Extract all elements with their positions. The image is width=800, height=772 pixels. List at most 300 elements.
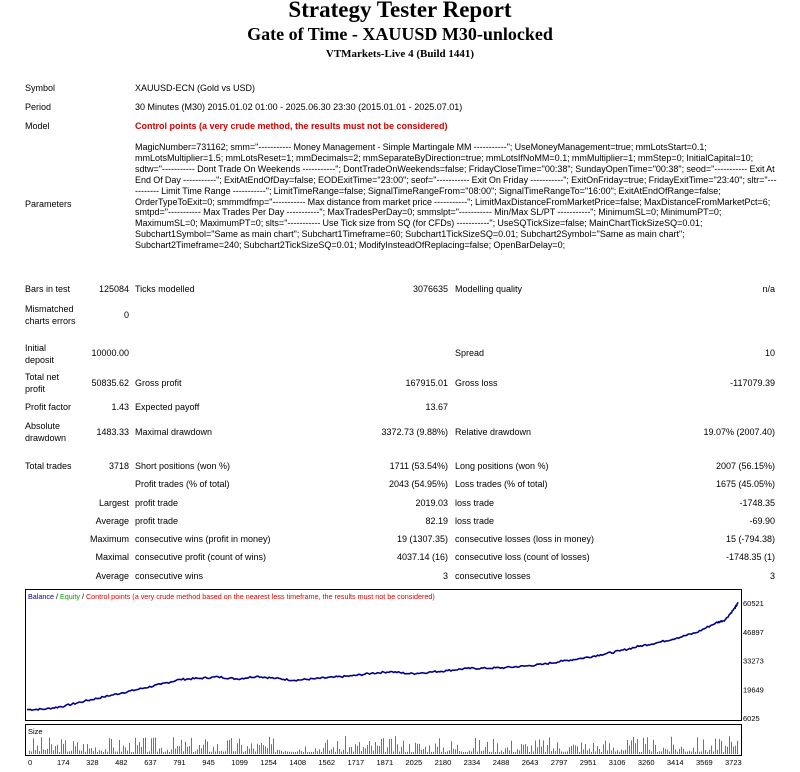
size-bar xyxy=(701,752,702,755)
largest-label: Largest xyxy=(98,498,129,508)
ticks-label: Ticks modelled xyxy=(135,284,195,294)
size-bar xyxy=(199,745,200,754)
size-bar xyxy=(495,752,496,754)
mismatch-value: 0 xyxy=(123,310,129,320)
size-bar xyxy=(109,738,110,754)
size-bar xyxy=(251,744,252,755)
maxdd-value: 3372.73 (9.88%) xyxy=(381,427,448,437)
max-cons-losses-label: consecutive losses (loss in money) xyxy=(455,534,595,544)
size-bar xyxy=(371,746,372,754)
size-bar xyxy=(147,752,148,754)
size-bar xyxy=(65,740,66,754)
size-bar xyxy=(75,746,76,754)
size-bar xyxy=(247,746,248,754)
size-bar xyxy=(669,752,670,755)
size-bar xyxy=(655,745,656,754)
size-bar xyxy=(571,746,572,754)
size-bar xyxy=(519,750,520,754)
size-bar xyxy=(719,739,720,754)
payoff-label: Expected payoff xyxy=(135,402,200,412)
grossloss-value: -117079.39 xyxy=(730,378,775,388)
size-bar xyxy=(69,751,70,754)
size-bar xyxy=(425,747,426,754)
size-bar xyxy=(491,752,492,754)
size-bar xyxy=(493,739,494,754)
max-cons-wins-value: 19 (1307.35) xyxy=(396,534,448,544)
x-tick-label: 791 xyxy=(173,758,186,767)
size-bar xyxy=(445,752,446,754)
size-bar xyxy=(733,747,734,755)
size-bar xyxy=(427,752,428,754)
size-bar xyxy=(55,746,56,754)
size-bar xyxy=(657,752,658,754)
size-bar xyxy=(105,749,106,754)
spread-value: 10 xyxy=(764,348,775,358)
size-bar xyxy=(149,751,150,754)
parameters-value: MagicNumber=731162; smm="----------- Money Management - Simple Martingale MM -----------"; UseMoneyManagement=true; mmLotsStart=0.1; mmLotsMultiplier=1.5; mmLotsReset=1; mmDecimals=2; mmSeparateByDirection=true; mmLotsIfNoMM=0.1; mmMultiplier=1; mmStep=0; InitialCapital=10; sdtw="----------- Dont Trade On Weekends -----------"; DontTradeOnWeekends=false; FridayCloseTime="00:38"; SundayOpenTime="00:38"; seod="----------- Exit At End Of Day -----------"; ExitAtEndOfDay=false; EODExitTime="23:00"; seof="----------- Exit On Friday -----------"; ExitOnFriday=true; FridayExitTime="23:40"; sltr="----------- Limit Time Range -----------"; LimitTimeRange=false; SignalTimeRangeFrom="08:00"; SignalTimeRangeTo="16:00"; ExitAtEndOfRange=false; OrderTypeToExit=0; smmmdfmp="----------- Max distance from market price -----------"; LimitMaxDistanceFromMarketPrice=false; MaxDistanceFromMarketPct=6; smtpd="----------- Max Trades Per Day -----------"; MaxTradesPerDay=0; smmslpt="----------- Min/Max SL/PT -----------"; MinimumSL=0; MinimumPT=0; MaximumSL=0; MaximumPT=0; slts="----------- Use Tick size from SQ (for CFDs) -----------"; UseSQTickSize=false; MainChartTickSizeSQ=0.01; Subchart1Symbol="Same as main chart"; Subchart1Timeframe=60; Subchart1TickSizeSQ=0.01; Subchart2Symbol="Same as main chart"; Subchart2Timeframe=240; Subchart2TickSizeSQ=0.01; ModifyInsteadOfReplacing=false; OpenBarDelay=0; xyxy=(135,142,777,251)
maximal-cons-loss-label: consecutive loss (count of losses) xyxy=(455,552,590,562)
quality-label: Modelling quality xyxy=(455,284,523,294)
size-bar xyxy=(641,752,642,754)
size-bar xyxy=(279,750,280,754)
size-bar xyxy=(333,747,334,754)
size-bar xyxy=(357,746,358,754)
size-bar xyxy=(99,750,100,754)
size-bar xyxy=(183,751,184,754)
size-bar xyxy=(347,752,348,754)
size-bar xyxy=(681,747,682,754)
avg-cons-label: Average xyxy=(95,571,129,581)
y-tick-label: 33273 xyxy=(743,656,764,666)
size-bar xyxy=(57,745,58,754)
long-value: 2007 (56.15%) xyxy=(715,461,775,471)
average-loss-label: loss trade xyxy=(455,516,495,526)
size-bar xyxy=(459,751,460,754)
size-bar xyxy=(405,752,406,754)
quality-value: n/a xyxy=(762,284,775,294)
size-bar xyxy=(141,747,142,754)
size-bar xyxy=(503,752,504,754)
size-bar xyxy=(113,748,114,754)
size-bar xyxy=(83,744,84,754)
size-bar xyxy=(429,746,430,755)
profit-trades-label: Profit trades (% of total) xyxy=(135,479,230,489)
size-bar xyxy=(103,752,104,754)
size-bar xyxy=(557,742,558,754)
size-bar xyxy=(227,741,228,754)
size-bar xyxy=(61,739,62,754)
x-tick-label: 2488 xyxy=(492,758,510,767)
size-bar xyxy=(89,748,90,754)
size-bar xyxy=(703,740,704,755)
size-bar xyxy=(73,741,74,754)
size-bar xyxy=(535,740,536,754)
size-bar xyxy=(189,746,190,754)
size-bar xyxy=(705,750,706,754)
size-bar xyxy=(411,752,412,754)
x-tick-label: 0 xyxy=(28,758,33,767)
size-bar xyxy=(167,750,168,754)
size-bar xyxy=(699,752,700,754)
pf-value: 1.43 xyxy=(111,402,129,412)
size-bar xyxy=(605,741,606,754)
size-bar xyxy=(727,747,728,754)
x-tick-label: 637 xyxy=(144,758,157,767)
maximal-cons-loss-value: -1748.35 (1) xyxy=(725,552,775,562)
size-bar xyxy=(107,752,108,754)
size-bar xyxy=(511,741,512,754)
size-bar xyxy=(691,752,692,754)
x-tick-label: 1408 xyxy=(289,758,307,767)
average-profit-label: profit trade xyxy=(135,516,179,526)
size-bar xyxy=(219,751,220,754)
size-bar xyxy=(323,748,324,754)
size-bar xyxy=(393,752,394,755)
server-info: VTMarkets-Live 4 (Build 1441) xyxy=(325,48,475,60)
x-tick-label: 3723 xyxy=(725,758,742,767)
size-bar xyxy=(177,746,178,754)
size-bar xyxy=(191,738,192,754)
size-bar xyxy=(161,748,162,754)
size-bar xyxy=(337,741,338,754)
size-bar xyxy=(463,752,464,754)
size-bar xyxy=(165,752,166,754)
size-bar xyxy=(437,747,438,754)
y-tick-label: 6025 xyxy=(743,714,760,723)
size-bar xyxy=(401,747,402,754)
size-bar xyxy=(245,751,246,754)
size-bar xyxy=(335,752,336,754)
size-bar xyxy=(651,751,652,754)
size-bar xyxy=(277,750,278,754)
size-bar xyxy=(361,751,362,754)
size-bar xyxy=(95,748,96,755)
size-bar xyxy=(717,750,718,754)
size-bar xyxy=(575,745,576,754)
max-cons-wins-label: consecutive wins (profit in money) xyxy=(135,534,271,544)
size-bar xyxy=(29,751,30,754)
x-tick-label: 2951 xyxy=(579,758,597,767)
size-bar xyxy=(287,752,288,754)
size-bar xyxy=(591,752,592,754)
size-bar xyxy=(235,751,236,754)
short-label: Short positions (won %) xyxy=(135,461,231,471)
size-bar xyxy=(211,752,212,754)
loss-trades-value: 1675 (45.05%) xyxy=(715,479,775,489)
size-bar xyxy=(237,743,238,754)
y-tick-label: 19649 xyxy=(743,685,764,695)
size-bar xyxy=(343,750,344,754)
size-bar xyxy=(457,745,458,754)
payoff-value: 13.67 xyxy=(425,402,448,412)
size-bar xyxy=(71,751,72,754)
size-bar xyxy=(293,752,294,754)
maxdd-label: Maximal drawdown xyxy=(135,427,213,437)
size-bar xyxy=(365,748,366,754)
size-bar xyxy=(549,737,550,754)
size-bar xyxy=(525,744,526,754)
x-tick-label: 482 xyxy=(115,758,128,767)
size-bar xyxy=(217,744,218,754)
size-bar xyxy=(521,744,522,754)
size-bar xyxy=(299,750,300,754)
maximal-label: Maximal xyxy=(95,552,129,562)
largest-profit-value: 2019.03 xyxy=(415,498,448,508)
symbol-value: XAUUSD-ECN (Gold vs USD) xyxy=(135,83,256,93)
size-bar xyxy=(355,744,356,754)
size-bar xyxy=(329,751,330,755)
size-bar xyxy=(45,750,46,754)
size-bar xyxy=(307,752,308,754)
reldd-value: 19.07% (2007.40) xyxy=(703,427,775,437)
x-tick-label: 3414 xyxy=(666,758,684,767)
size-bar xyxy=(129,743,130,754)
size-bar xyxy=(327,740,328,754)
long-label: Long positions (won %) xyxy=(455,461,549,471)
size-bar xyxy=(685,752,686,754)
y-tick-label: 60521 xyxy=(743,599,764,608)
size-bar xyxy=(391,739,392,754)
size-bar xyxy=(617,750,618,754)
netprofit-label-2: profit xyxy=(25,384,46,394)
size-bar xyxy=(421,750,422,754)
size-bar xyxy=(645,744,646,754)
size-bar xyxy=(659,751,660,754)
deposit-label-2: deposit xyxy=(25,355,55,365)
size-bar xyxy=(523,745,524,754)
short-value: 1711 (53.54%) xyxy=(389,461,448,471)
size-bar xyxy=(79,750,80,754)
size-bar xyxy=(627,740,628,754)
size-bar xyxy=(399,752,400,755)
size-bar xyxy=(477,752,478,754)
size-bar xyxy=(285,751,286,754)
spread-label: Spread xyxy=(455,348,485,358)
x-tick-label: 1254 xyxy=(260,758,277,767)
size-bar xyxy=(461,751,462,754)
size-bar xyxy=(449,750,450,754)
size-bar xyxy=(341,752,342,754)
size-bar xyxy=(325,743,326,754)
period-value: 30 Minutes (M30) 2015.01.02 01:00 - 2025.06.30 23:30 (2015.01.01 - 2025.07.01) xyxy=(135,102,463,112)
size-bar xyxy=(309,752,310,754)
size-bar xyxy=(579,752,580,754)
size-bar xyxy=(467,752,468,754)
size-bar xyxy=(587,750,588,754)
report-subtitle: Gate of Time - XAUUSD M30-unlocked xyxy=(247,24,553,44)
size-bar xyxy=(207,742,208,755)
x-tick-label: 2180 xyxy=(434,758,452,767)
size-bar xyxy=(559,749,560,755)
mismatch-label-1: Mismatched xyxy=(25,304,74,314)
size-chart-title: Size xyxy=(28,727,43,736)
size-bar xyxy=(53,750,54,754)
size-bar xyxy=(567,751,568,754)
chart-legend xyxy=(28,592,435,601)
x-tick-label: 328 xyxy=(86,758,99,767)
size-bar xyxy=(577,746,578,754)
size-bar xyxy=(465,752,466,754)
size-bar xyxy=(529,752,530,754)
size-bar xyxy=(607,751,608,755)
size-bar xyxy=(619,752,620,754)
size-bar xyxy=(43,750,44,755)
size-bar xyxy=(379,746,380,754)
size-bar xyxy=(553,748,554,754)
size-bar xyxy=(121,752,122,754)
size-bar xyxy=(135,738,136,754)
size-bar xyxy=(291,752,292,754)
size-bar xyxy=(351,747,352,754)
size-bar xyxy=(163,752,164,754)
size-bar xyxy=(489,752,490,754)
size-bar xyxy=(563,752,564,754)
size-bar xyxy=(267,748,268,754)
size-bar xyxy=(125,747,126,754)
size-bar xyxy=(625,750,626,754)
size-bar xyxy=(269,737,270,754)
size-bar xyxy=(635,743,636,754)
size-bar xyxy=(313,752,314,754)
size-bar xyxy=(573,745,574,754)
size-bar xyxy=(485,747,486,754)
size-bar xyxy=(695,752,696,754)
size-bar xyxy=(111,739,112,754)
size-bar xyxy=(263,745,264,754)
size-bar xyxy=(67,752,68,754)
size-bar xyxy=(133,752,134,754)
size-bar xyxy=(139,742,140,754)
size-bar xyxy=(417,744,418,754)
deposit-value: 10000.00 xyxy=(91,348,129,358)
size-bar xyxy=(531,746,532,755)
size-bar xyxy=(303,752,304,754)
size-bar xyxy=(697,737,698,754)
size-bar xyxy=(709,750,710,754)
size-bar xyxy=(565,752,566,754)
size-bar xyxy=(543,740,544,754)
size-bar xyxy=(77,742,78,754)
size-bar xyxy=(345,736,346,754)
size-bar xyxy=(185,742,186,754)
size-bar xyxy=(723,752,724,754)
size-bar xyxy=(569,747,570,754)
size-bar xyxy=(637,739,638,754)
size-bar xyxy=(453,749,454,754)
size-bar xyxy=(159,749,160,755)
size-bar xyxy=(257,744,258,754)
size-bar xyxy=(509,750,510,754)
absdd-value: 1483.33 xyxy=(96,427,129,437)
size-bar xyxy=(497,743,498,754)
ticks-value: 3076635 xyxy=(412,284,448,294)
mismatch-label-2: charts errors xyxy=(25,316,76,326)
size-bar xyxy=(441,752,442,754)
profit-trades-value: 2043 (54.95%) xyxy=(388,479,448,489)
size-bar xyxy=(583,749,584,754)
size-bar xyxy=(33,738,34,754)
size-bar xyxy=(339,749,340,754)
size-bar xyxy=(297,752,298,755)
size-bar xyxy=(181,740,182,754)
size-bar xyxy=(403,741,404,754)
netprofit-label-1: Total net xyxy=(25,372,60,382)
size-bar xyxy=(179,746,180,754)
size-bar xyxy=(383,738,384,754)
size-bar xyxy=(319,749,320,754)
size-bar xyxy=(601,752,602,754)
x-tick-label: 1562 xyxy=(318,758,336,767)
size-bar xyxy=(715,739,716,754)
size-bar xyxy=(283,752,284,754)
size-bar xyxy=(51,744,52,754)
size-bar xyxy=(363,747,364,754)
model-value: Control points (a very crude method, the results must not be considered) xyxy=(135,121,448,131)
legend-note: Control points (a very crude method based on the nearest less timeframe, the results must not be considered) xyxy=(85,592,435,601)
size-bar xyxy=(729,736,730,754)
size-bar xyxy=(471,752,472,755)
size-bar xyxy=(561,751,562,754)
size-bar xyxy=(475,738,476,754)
size-bar xyxy=(311,752,312,754)
size-bar xyxy=(231,738,232,754)
size-bar xyxy=(631,740,632,754)
size-bar xyxy=(435,744,436,755)
size-bar xyxy=(611,750,612,754)
loss-trades-label: Loss trades (% of total) xyxy=(455,479,548,489)
grossloss-label: Gross loss xyxy=(455,378,498,388)
size-bar xyxy=(487,742,488,754)
size-bar xyxy=(721,741,722,754)
size-bar xyxy=(633,737,634,754)
size-bar xyxy=(349,747,350,754)
size-bar xyxy=(115,752,116,754)
size-bar xyxy=(649,750,650,754)
bars-value: 125084 xyxy=(98,284,129,294)
size-bar xyxy=(707,752,708,754)
size-bar xyxy=(87,744,88,754)
size-bar xyxy=(603,744,604,754)
size-bar xyxy=(397,744,398,754)
size-bar xyxy=(443,748,444,754)
size-bar xyxy=(101,751,102,754)
size-bar xyxy=(675,750,676,755)
size-bar xyxy=(667,750,668,754)
size-bar xyxy=(35,750,36,754)
size-bar xyxy=(117,752,118,754)
size-bar xyxy=(381,739,382,754)
size-bar xyxy=(621,750,622,754)
size-bar xyxy=(31,751,32,754)
size-bar xyxy=(143,738,144,754)
size-bar xyxy=(41,737,42,754)
size-bar xyxy=(615,752,616,754)
avg-cons-wins-label: consecutive wins xyxy=(135,571,204,581)
size-bar xyxy=(123,746,124,754)
size-bar xyxy=(647,737,648,754)
size-bar xyxy=(305,746,306,754)
size-bar xyxy=(367,745,368,754)
size-bar xyxy=(253,749,254,754)
size-bar xyxy=(547,745,548,754)
size-bar xyxy=(175,749,176,754)
size-bar xyxy=(173,737,174,754)
size-bar xyxy=(205,739,206,754)
trades-value: 3718 xyxy=(108,461,129,471)
max-cons-losses-value: 15 (-794.38) xyxy=(725,534,775,544)
size-bar xyxy=(439,738,440,754)
size-bar xyxy=(97,752,98,754)
